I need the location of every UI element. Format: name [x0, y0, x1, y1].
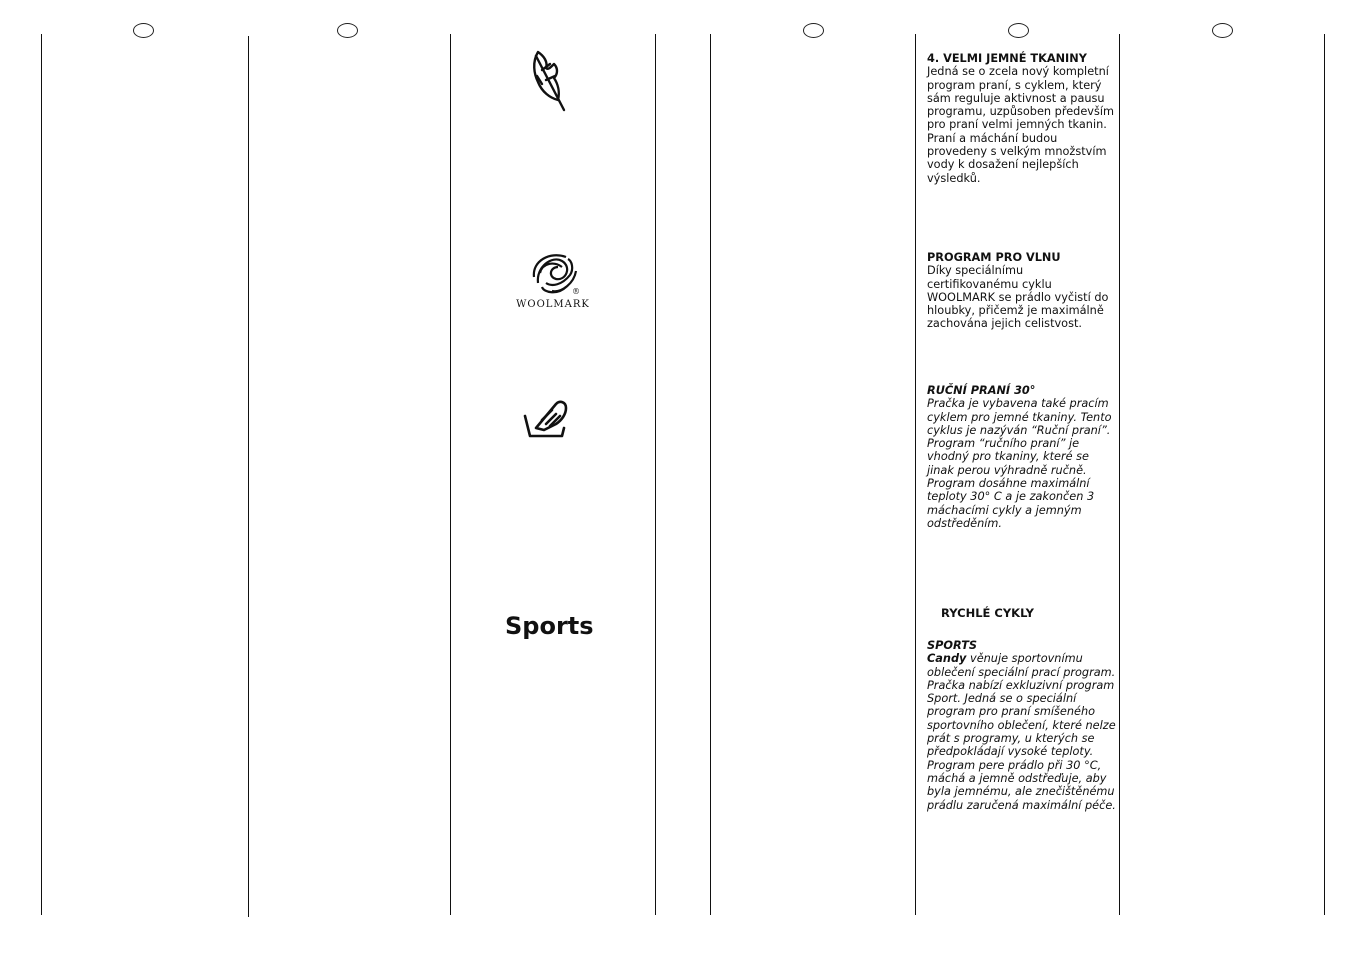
section-title: PROGRAM PRO VLNU — [927, 251, 1061, 264]
brand-name: Candy — [927, 652, 967, 666]
sports-logo: Sports — [505, 612, 594, 640]
column-rule — [1324, 34, 1325, 915]
section-body: Jedná se o zcela nový kompletní program praní, s cyklem, který sám reguluje aktivnost a pausu programu, uzpůsoben především pro praní velmi jemných tkanin. Praní a máchání budou provedeny s velkým množstvím vody k dosažení nejlepších výsledků. — [927, 65, 1115, 185]
wool-section — [927, 251, 1117, 331]
section-body: Pračka nabízí exkluzivní program Sport. Jedná se o speciální program pro praní smíšeného sportovního oblečení, které nelze prát s programy, u kterých se předpokládají vysoké teploty. Program pere prádlo při 30 °C, máchá a jemně odstřeďuje, aby byla jemnému, ale znečištěnému prádlu zaručená maximální péče. — [927, 678, 1116, 812]
handwash-icon — [522, 394, 572, 440]
column-rule — [1119, 34, 1120, 915]
language-marker — [337, 23, 358, 38]
feather-icon — [528, 50, 570, 112]
column-rule — [710, 34, 711, 915]
language-marker — [1212, 23, 1233, 38]
column-rule — [248, 36, 249, 917]
quick-cycles-heading: RYCHLÉ CYKLY — [941, 606, 1034, 620]
language-marker — [803, 23, 824, 38]
handwash-section — [927, 384, 1117, 530]
language-marker — [1008, 23, 1029, 38]
section-title: RUČNÍ PRANÍ 30° — [927, 384, 1036, 397]
column-rule — [450, 34, 451, 915]
section-intro-text: věnuje sportovnímu oblečení speciální prací program. — [927, 652, 1116, 679]
woolmark-registered: ® — [572, 287, 581, 296]
column-rule — [915, 34, 916, 915]
woolmark-logo — [508, 287, 598, 310]
sports-section — [927, 639, 1117, 812]
column-rule — [655, 34, 656, 915]
woolmark-text: WOOLMARK — [516, 299, 590, 310]
column-rule — [41, 34, 42, 915]
delicates-section — [927, 52, 1117, 185]
section-intro — [927, 652, 1117, 679]
section-body: Pračka je vybavena také pracím cyklem pro jemné tkaniny. Tento cyklus je nazýván “Ruční praní”. Program “ručního praní” je vhodný pro tkaniny, které se jinak perou výhradně ručně. Program dosáhne maximální teploty 30° C a je zakončen 3 máchacími cykly a jemným odstředěním. — [927, 397, 1112, 530]
section-body: Díky speciálnímu certifikovanému cyklu WOOLMARK se prádlo vyčistí do hloubky, přičemž je maximálně zachována jejich celistvost. — [927, 264, 1109, 331]
section-title: SPORTS — [927, 639, 978, 652]
section-title: 4. VELMI JEMNÉ TKANINY — [927, 52, 1087, 65]
language-marker — [133, 23, 154, 38]
